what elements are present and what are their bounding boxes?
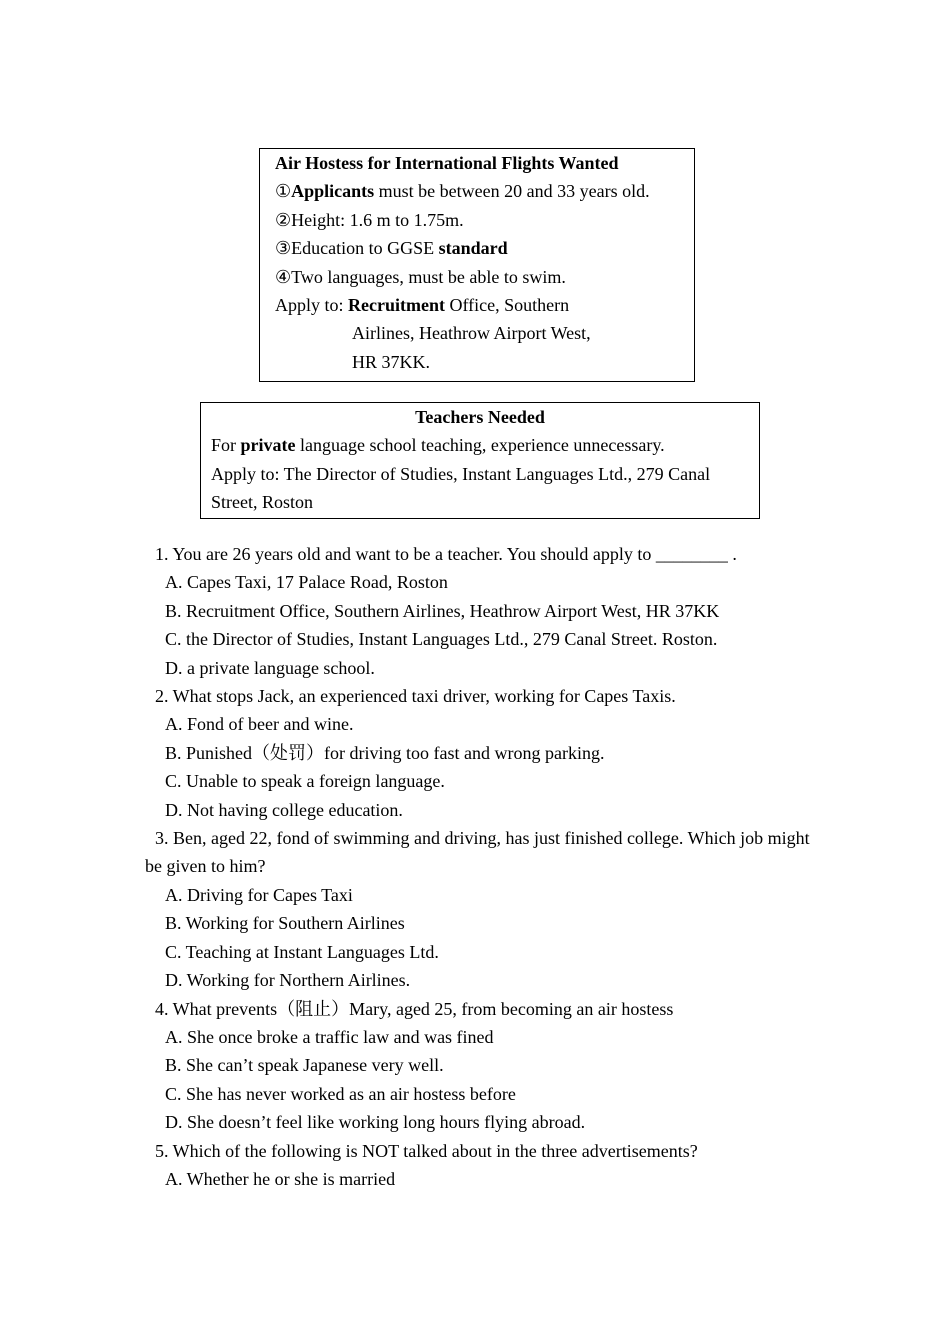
option-c: C. She has never worked as an air hostess before xyxy=(165,1083,516,1104)
ad-title: Teachers Needed xyxy=(415,407,545,427)
option-c: C. the Director of Studies, Instant Languages Ltd., 279 Canal Street. Roston. xyxy=(165,629,718,650)
ad-teachers xyxy=(200,402,760,519)
question-1 xyxy=(145,540,815,682)
ad-title: Air Hostess for International Flights Wanted xyxy=(275,153,619,173)
question-4 xyxy=(145,995,815,1137)
question-stem: 3. Ben, aged 22, fond of swimming and driving, has just finished college. Which job might be given to him? xyxy=(145,828,810,877)
option-d: D. a private language school. xyxy=(165,657,375,678)
ad-description: For private language school teaching, experience unnecessary. xyxy=(211,435,665,456)
ad-requirement-age: ①Applicants must be between 20 and 33 years old. xyxy=(275,181,650,202)
ad-apply-to: Apply to: Recruitment Office, Southern xyxy=(275,295,570,316)
option-b: B. She can’t speak Japanese very well. xyxy=(165,1055,444,1076)
question-5 xyxy=(145,1137,815,1194)
option-d: D. She doesn’t feel like working long hours flying abroad. xyxy=(165,1112,586,1133)
question-stem: 4. What prevents（阻止）Mary, aged 25, from becoming an air hostess xyxy=(155,998,674,1019)
ad-apply-to: Apply to: The Director of Studies, Instant Languages Ltd., 279 Canal Street, Roston xyxy=(211,463,711,513)
option-c: C. Unable to speak a foreign language. xyxy=(165,771,445,792)
option-a: A. Driving for Capes Taxi xyxy=(165,884,353,905)
option-d: D. Working for Northern Airlines. xyxy=(165,970,411,991)
option-d: D. Not having college education. xyxy=(165,799,403,820)
question-stem: 1. You are 26 years old and want to be a teacher. You should apply to ________ . xyxy=(155,544,737,564)
option-a: A. Whether he or she is married xyxy=(165,1168,396,1189)
option-a: A. She once broke a traffic law and was fined xyxy=(165,1026,494,1047)
question-stem: 2. What stops Jack, an experienced taxi driver, working for Capes Taxis. xyxy=(155,686,676,707)
option-b: B. Recruitment Office, Southern Airlines, Heathrow Airport West, HR 37KK xyxy=(165,600,720,621)
question-2 xyxy=(145,682,815,824)
question-stem: 5. Which of the following is NOT talked about in the three advertisements? xyxy=(155,1140,698,1161)
option-b: B. Working for Southern Airlines xyxy=(165,913,405,934)
question-3 xyxy=(145,824,815,994)
option-c: C. Teaching at Instant Languages Ltd. xyxy=(165,941,439,962)
option-b: B. Punished（处罚）for driving too fast and wrong parking. xyxy=(165,742,605,763)
option-a: A. Fond of beer and wine. xyxy=(165,714,354,735)
ad-air-hostess xyxy=(259,148,695,382)
ad-apply-address-line2: Airlines, Heathrow Airport West, xyxy=(352,323,591,344)
ad-apply-address-line3: HR 37KK. xyxy=(352,351,431,372)
ad-requirement-education: ③Education to GGSE standard xyxy=(275,238,508,259)
ad-requirement-languages: ④Two languages, must be able to swim. xyxy=(275,266,566,287)
option-a: A. Capes Taxi, 17 Palace Road, Roston xyxy=(165,572,448,593)
question-list xyxy=(145,540,815,1193)
ad-requirement-height: ②Height: 1.6 m to 1.75m. xyxy=(275,209,464,230)
